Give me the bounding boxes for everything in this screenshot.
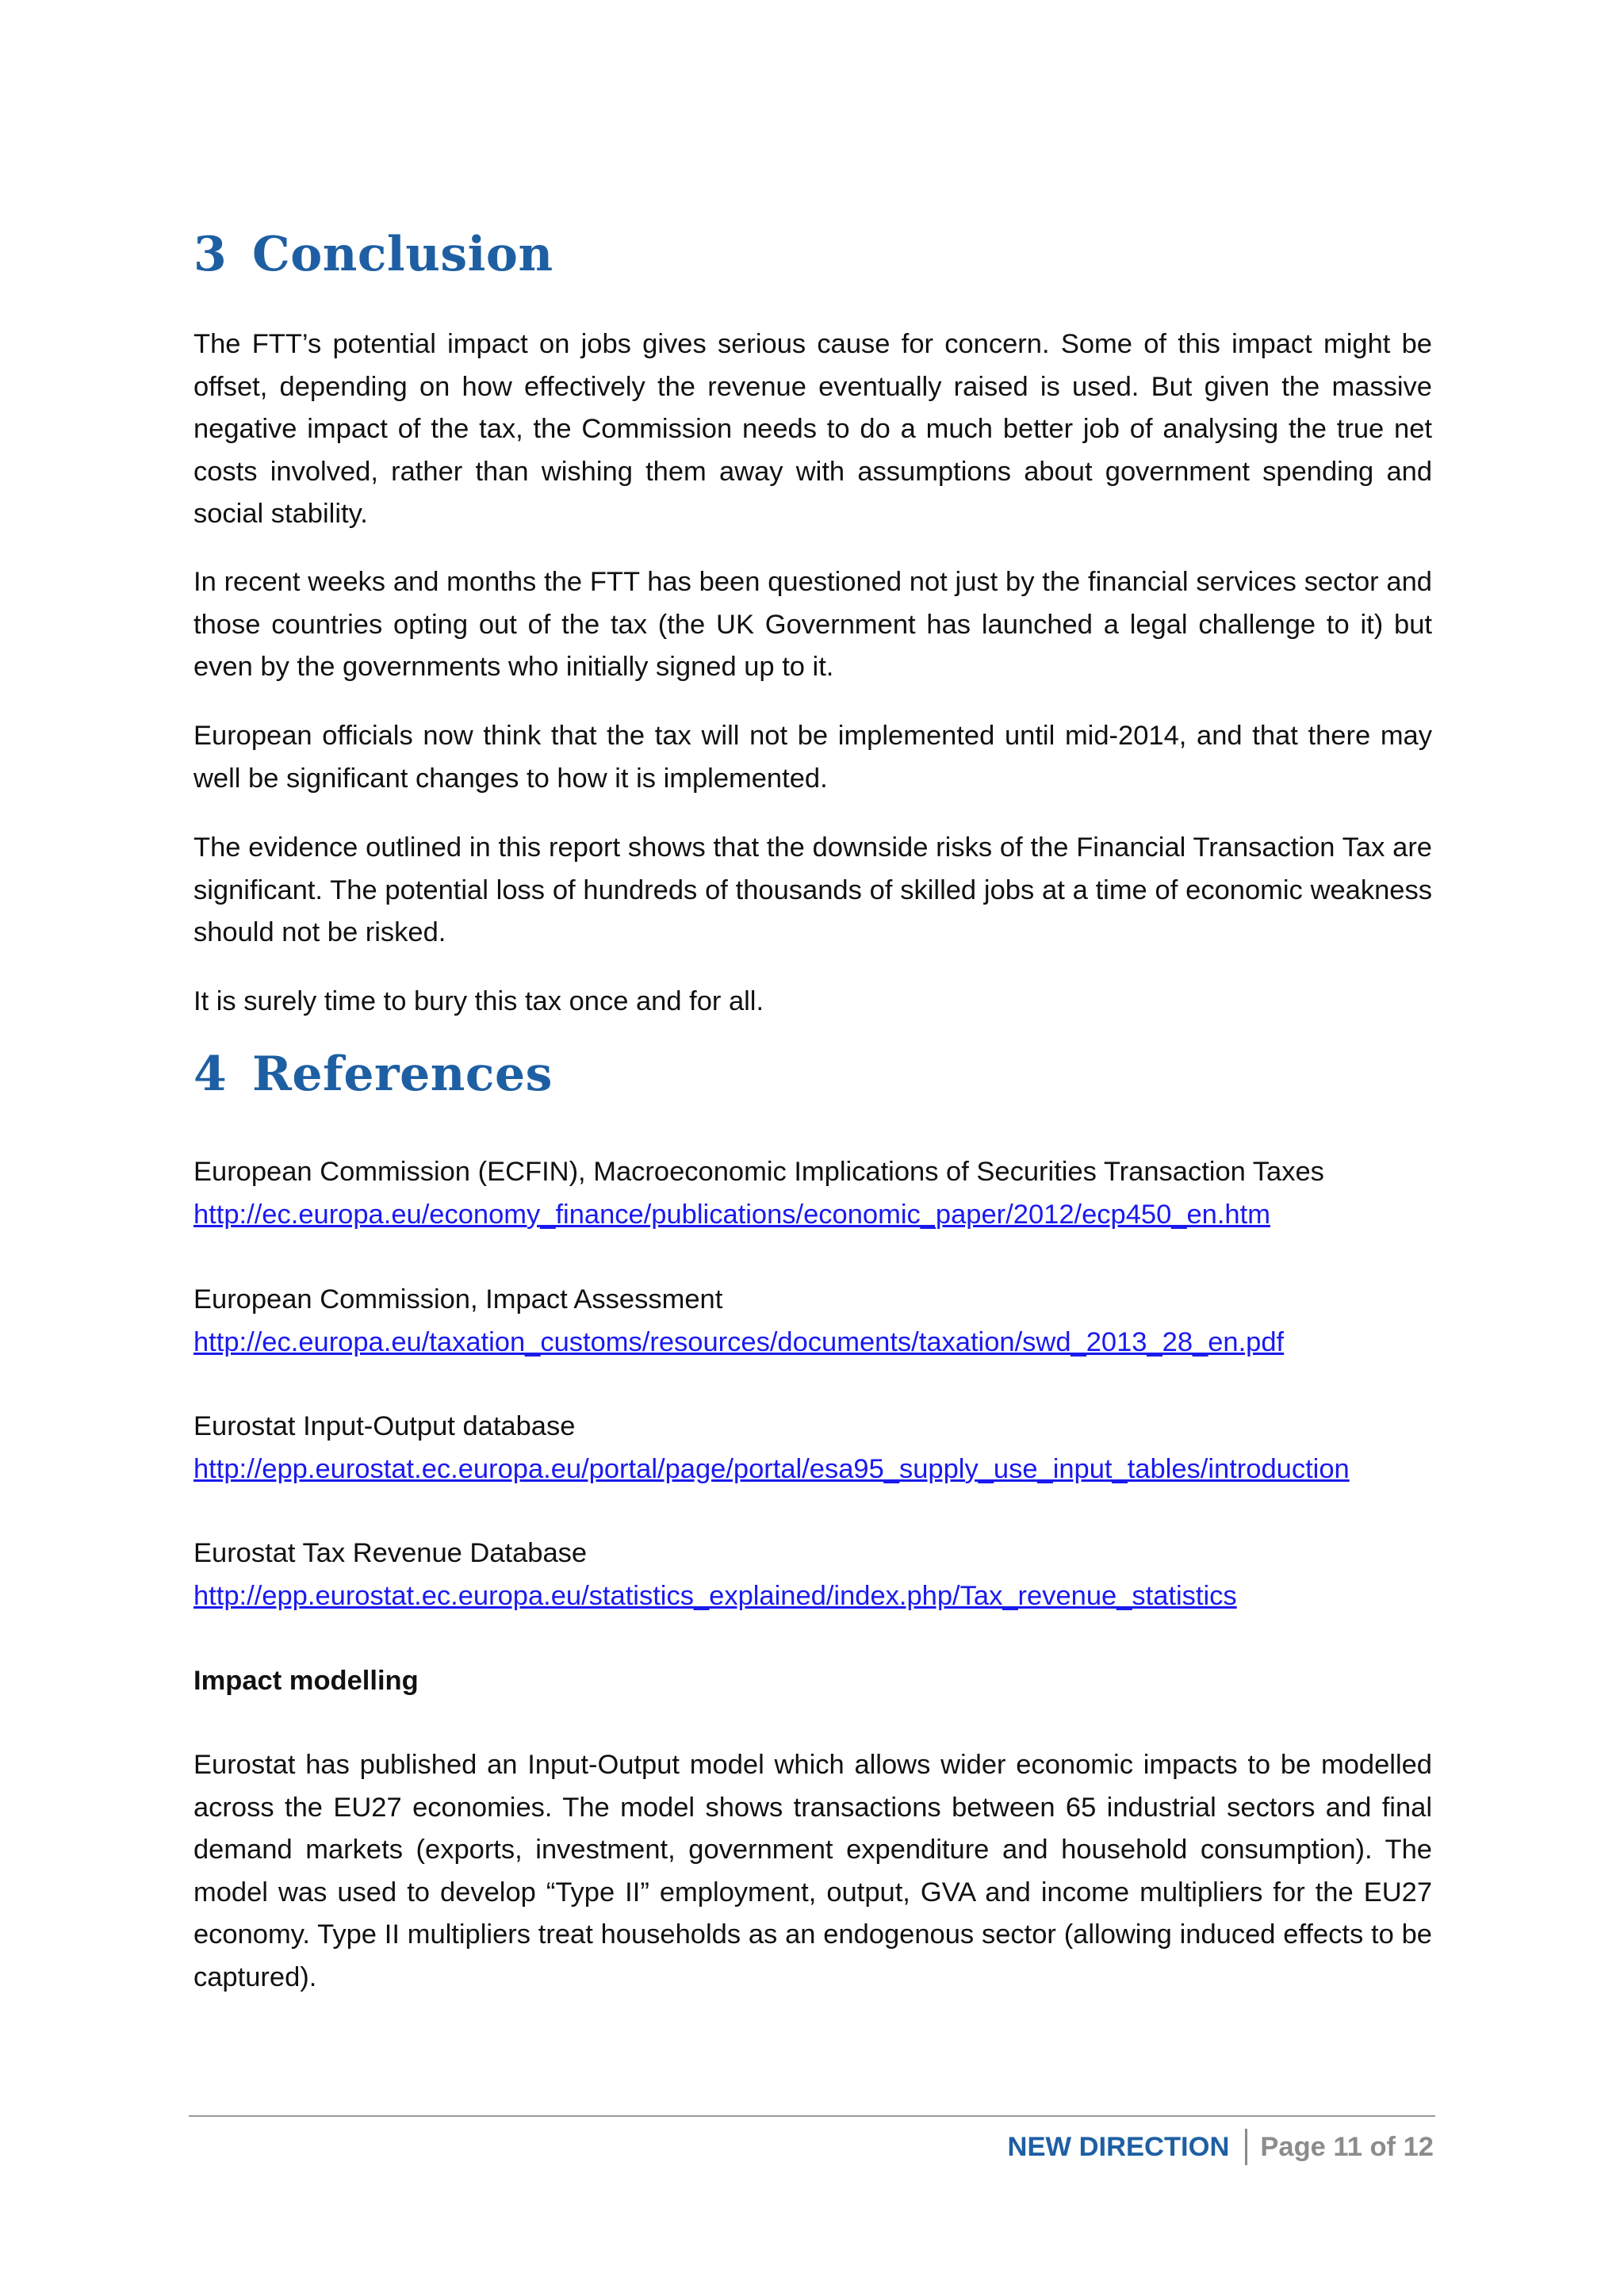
reference-link[interactable]: http://epp.eurostat.ec.europa.eu/portal/page/portal/esa95_supply_use_input_tables/introduction <box>193 1453 1350 1484</box>
reference-title: Eurostat Tax Revenue Database <box>193 1538 588 1568</box>
conclusion-heading-title: Conclusion <box>252 227 553 282</box>
conclusion-paragraph-3: European officials now think that the tax will not be implemented until mid-2014, and that there may well be significant changes to how it is implemented. <box>193 721 1432 794</box>
references-heading-number: 4 <box>193 1047 228 1102</box>
conclusion-heading-number: 3 <box>193 227 228 282</box>
references-heading <box>193 1045 1432 1104</box>
reference-item <box>193 1279 1432 1364</box>
footer-page-number: Page 11 of 12 <box>1260 2131 1434 2162</box>
conclusion-heading <box>193 225 1432 284</box>
reference-item <box>193 1151 1432 1236</box>
reference-item <box>193 1406 1432 1490</box>
reference-link[interactable]: http://ec.europa.eu/taxation_customs/resources/documents/taxation/swd_2013_28_en.pdf <box>193 1326 1285 1357</box>
reference-title: European Commission, Impact Assessment <box>193 1284 723 1314</box>
footer-divider <box>189 2115 1435 2117</box>
reference-link[interactable]: http://epp.eurostat.ec.europa.eu/statistics_explained/index.php/Tax_revenue_statistics <box>193 1580 1237 1611</box>
reference-link[interactable]: http://ec.europa.eu/economy_finance/publications/economic_paper/2012/ecp450_en.htm <box>193 1199 1270 1230</box>
reference-item <box>193 1533 1432 1617</box>
impact-modelling-paragraph: Eurostat has published an Input-Output model which allows wider economic impacts to be modelled across the EU27 economies. The model shows transactions between 65 industrial sectors and final demand markets (exports, investment, government expenditure and household consumption). The model was used to develop “Type II” employment, output, GVA and income multipliers for the EU27 economy. Type II multipliers treat households as an endogenous sector (allowing induced effects to be captured). <box>193 1750 1432 1992</box>
reference-title: European Commission (ECFIN), Macroeconomic Implications of Securities Transaction Taxes <box>193 1157 1324 1187</box>
footer-brand: NEW DIRECTION <box>1007 2131 1230 2162</box>
references-heading-title: References <box>252 1047 553 1102</box>
impact-modelling-heading: Impact modelling <box>193 1666 419 1696</box>
reference-title: Eurostat Input-Output database <box>193 1411 576 1441</box>
page-footer <box>1008 2128 1434 2166</box>
conclusion-paragraph-5: It is surely time to bury this tax once and for all. <box>193 986 764 1016</box>
conclusion-paragraph-4: The evidence outlined in this report shows that the downside risks of the Financial Transaction Tax are significant. The potential loss of hundreds of thousands of skilled jobs at a time of economic weakness should not be risked. <box>193 832 1432 947</box>
conclusion-paragraph-2: In recent weeks and months the FTT has been questioned not just by the financial services sector and those countries opting out of the tax (the UK Government has launched a legal challenge to it) but even by the governments who initially signed up to it. <box>193 567 1432 682</box>
footer-separator <box>1245 2129 1247 2165</box>
conclusion-paragraph-1: The FTT’s potential impact on jobs gives serious cause for concern. Some of this impact might be offset, depending on how effectively the revenue eventually raised is used. But given the massive negative impact of the tax, the Commission needs to do a much better job of analysing the true net costs involved, rather than wishing them away with assumptions about government spending and social stability. <box>193 329 1432 529</box>
